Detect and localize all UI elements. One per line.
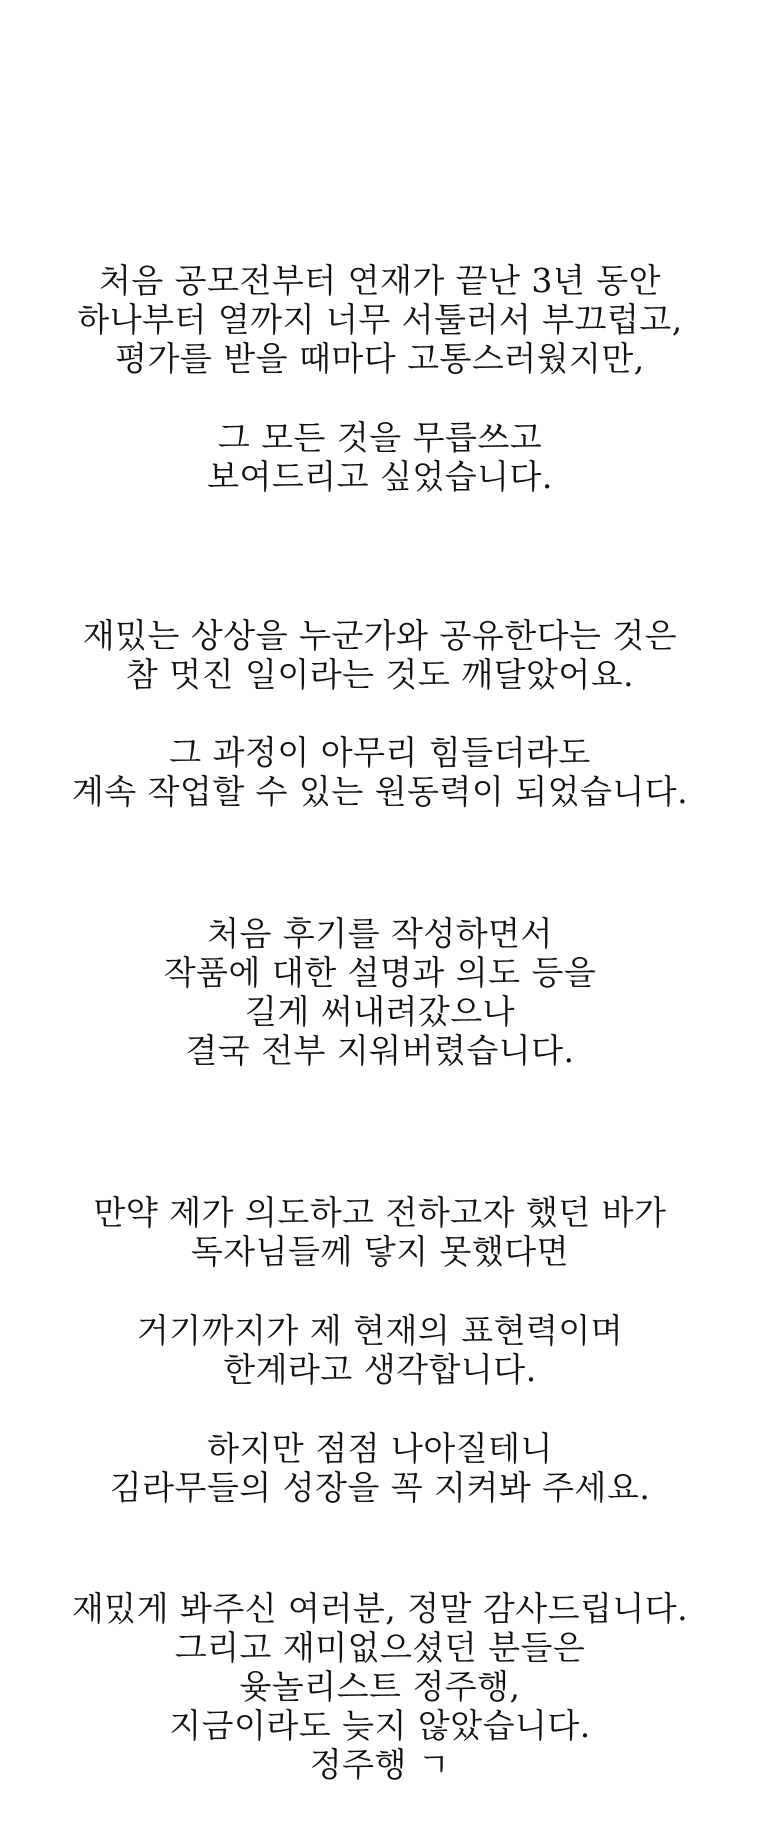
text-line: 김라무들의 성장을 꼭 지켜봐 주세요. [109,1468,651,1507]
text-line: 하지만 점점 나아질테니 [207,1429,553,1468]
text-line: 처음 공모전부터 연재가 끝난 3년 동안 [98,261,662,300]
text-line: 독자님들께 닿지 못했다면 [190,1232,570,1271]
text-line: 하나부터 열까지 너무 서툴러서 부끄럽고, [77,300,683,339]
text-line: 윶놀리스트 정주행, [239,1667,521,1706]
text-line: 그 과정이 아무리 힘들더라도 [169,733,591,772]
text-line: 재밌는 상상을 누군가와 공유한다는 것은 [82,616,678,655]
text-line: 보여드리고 싶었습니다. [207,457,553,496]
text-line: 길게 써내려갔으나 [244,992,515,1031]
text-line: 참 멋진 일이라는 것도 깨달았어요. [125,655,635,694]
text-line: 거기까지가 제 현재의 표현력이며 [136,1311,624,1350]
text-line: 한계라고 생각합니다. [223,1350,537,1389]
text-line: 평가를 받을 때마다 고통스러웠지만, [115,339,645,378]
text-line: 그리고 재미없으셨던 분들은 [174,1628,586,1667]
text-line: 재밌게 봐주신 여러분, 정말 감사드립니다. [71,1589,689,1628]
text-line: 계속 작업할 수 있는 원동력이 되었습니다. [71,772,689,811]
text-line: 그 모든 것을 무릅쓰고 [217,418,543,457]
text-line: 지금이라도 늦지 않았습니다. [169,1706,591,1745]
text-line: 작품에 대한 설명과 의도 등을 [163,953,597,992]
text-line: 결국 전부 지워버렸습니다. [185,1031,575,1070]
text-line: 정주행 ㄱ [309,1745,451,1784]
text-line: 만약 제가 의도하고 전하고자 했던 바가 [93,1193,667,1232]
text-line: 처음 후기를 작성하면서 [207,914,553,953]
